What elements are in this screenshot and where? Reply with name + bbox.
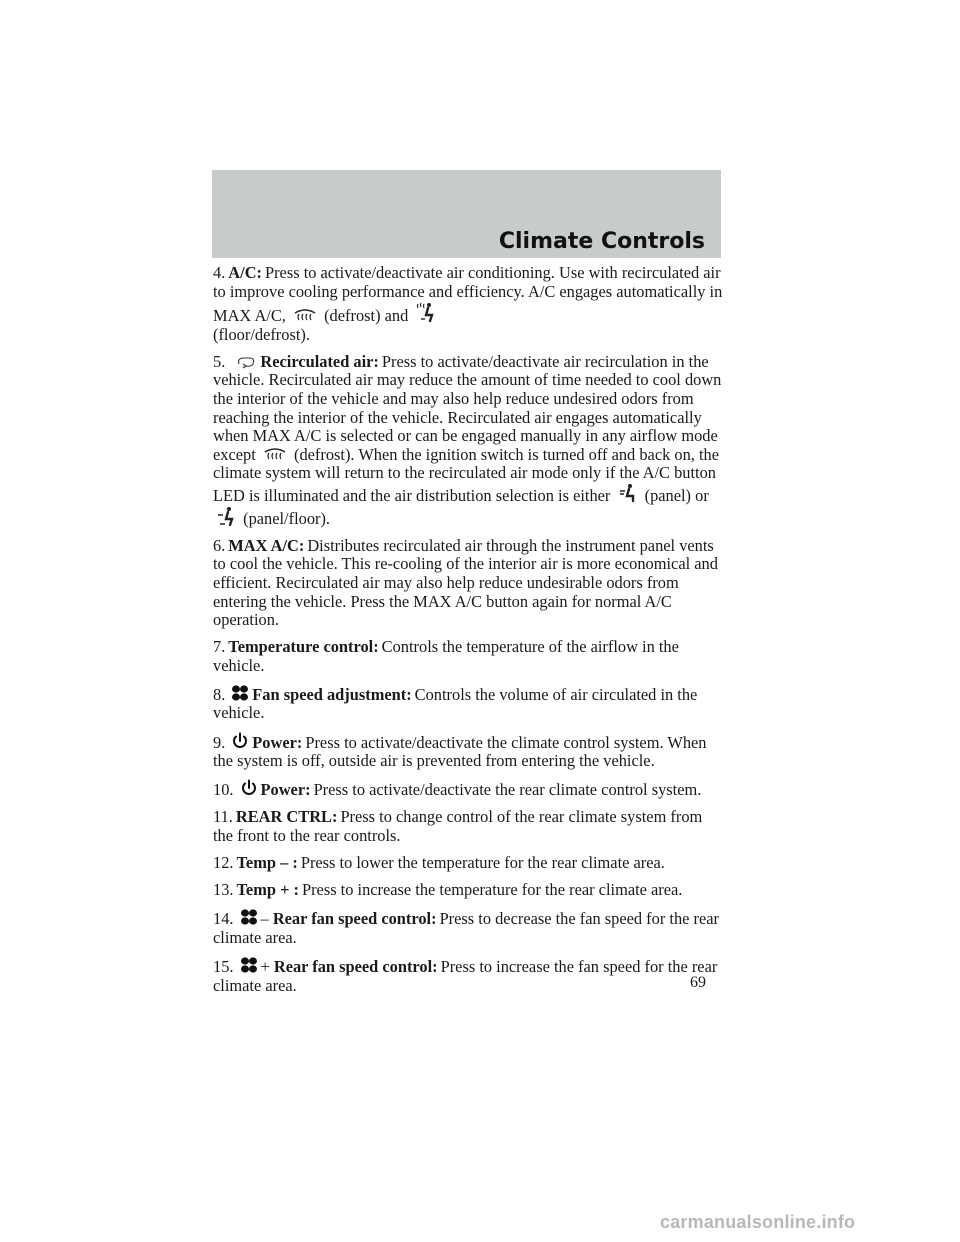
item-term: REAR CTRL: — [235, 807, 338, 827]
item-15 — [213, 956, 723, 995]
item-number: 14. — [213, 909, 234, 929]
item-12 — [213, 854, 723, 873]
item-10 — [213, 779, 723, 800]
fan-icon — [231, 684, 249, 702]
item-text: Press to increase the fan speed for the rear climate area. — [213, 956, 718, 995]
power-icon — [231, 732, 249, 750]
item-text: Press to activate/deactivate air recirculation in the vehicle. Recirculated air may reduce the amount of time needed to cool down the interior of the vehicle and may also help reduce undesired odors from reaching the interior of the vehicle. Recirculated air engages automatically when MAX A/C is selected or can be engaged manually in any airflow mode except — [213, 351, 722, 464]
item-number: 13. — [213, 880, 234, 900]
item-number: 12. — [213, 853, 234, 873]
floor-defrost-icon — [415, 301, 435, 323]
item-7 — [213, 638, 723, 675]
item-number: 6. — [213, 535, 226, 555]
item-term: A/C: — [228, 263, 262, 282]
item-4 — [213, 264, 723, 344]
item-term: Temperature control: — [228, 637, 379, 657]
item-number: 9. — [213, 732, 226, 752]
item-14 — [213, 908, 723, 947]
fan-icon — [240, 956, 258, 974]
item-number: 11. — [213, 807, 233, 827]
section-title: Climate Controls — [498, 229, 705, 254]
item-11 — [213, 808, 723, 845]
item-term: Temp + : — [236, 880, 299, 900]
item-text: Controls the temperature of the airflow in the vehicle. — [213, 637, 679, 675]
panel-vent-icon — [618, 483, 638, 503]
item-text: Press to decrease the fan speed for the rear climate area. — [213, 909, 719, 947]
item-number: 5. — [213, 351, 226, 371]
defrost-icon — [293, 307, 317, 323]
item-number: 8. — [213, 684, 226, 704]
item-number: 10. — [213, 780, 234, 800]
fan-icon — [240, 908, 258, 926]
item-text: Press to activate/deactivate the climate control system. When the system is off, outside air is prevented from entering the vehicle. — [213, 732, 707, 771]
item-text: (panel) or — [644, 486, 709, 506]
recirculation-icon — [235, 355, 257, 369]
item-text: Press to change control of the rear climate system from the front to the rear controls. — [213, 807, 703, 845]
section-header-band — [212, 170, 721, 258]
item-number: 4. — [213, 263, 226, 282]
item-5 — [213, 353, 723, 528]
page-content — [213, 264, 723, 1004]
item-term: Power: — [260, 780, 311, 800]
item-text: (defrost). When the ignition switch is turned off and back on, the climate system will return to the recirculated air mode only if the A/C button LED is illuminated and the air distribution selection is either — [213, 444, 719, 506]
item-text: Press to activate/deactivate the rear climate control system. — [313, 780, 702, 800]
item-number: 15. — [213, 956, 234, 976]
power-icon — [240, 779, 258, 797]
watermark: carmanualsonline.info — [660, 1212, 856, 1232]
minus-sign: – — [260, 909, 269, 929]
item-text: (defrost) and — [324, 306, 409, 326]
item-text: (floor/defrost). — [213, 324, 310, 344]
item-term: Rear fan speed control: — [273, 956, 438, 976]
plus-sign: + — [260, 956, 270, 976]
panel-floor-vent-icon — [216, 506, 236, 526]
item-text: Controls the volume of air circulated in the vehicle. — [213, 684, 698, 723]
item-term: Temp – : — [236, 853, 298, 873]
item-term: Power: — [252, 732, 303, 752]
defrost-icon — [263, 446, 287, 462]
item-text: Distributes recirculated air through the instrument panel vents to cool the vehicle. This re-cooling of the interior air is more economical and efficient. Recirculated air may also help reduce undesirable odors from entering the vehicle. Press the MAX A/C button again for normal A/C operation. — [213, 535, 718, 630]
item-number: 7. — [213, 637, 226, 657]
item-term: MAX A/C: — [228, 535, 305, 555]
item-6 — [213, 537, 723, 630]
item-text: Press to lower the temperature for the rear climate area. — [300, 853, 665, 873]
item-13 — [213, 881, 723, 900]
item-term: Recirculated air: — [260, 351, 379, 371]
item-text: Press to activate/deactivate air conditioning. Use with recirculated air to improve cooling performance and efficiency. A/C engages automatically in MAX A/C, — [213, 263, 723, 326]
item-text: (panel/floor). — [243, 508, 331, 528]
item-term: Rear fan speed control: — [272, 909, 437, 929]
item-term: Fan speed adjustment: — [252, 684, 412, 704]
page-number: 69 — [690, 974, 706, 991]
item-8 — [213, 684, 723, 723]
item-9 — [213, 732, 723, 771]
item-text: Press to increase the temperature for the rear climate area. — [301, 880, 683, 900]
